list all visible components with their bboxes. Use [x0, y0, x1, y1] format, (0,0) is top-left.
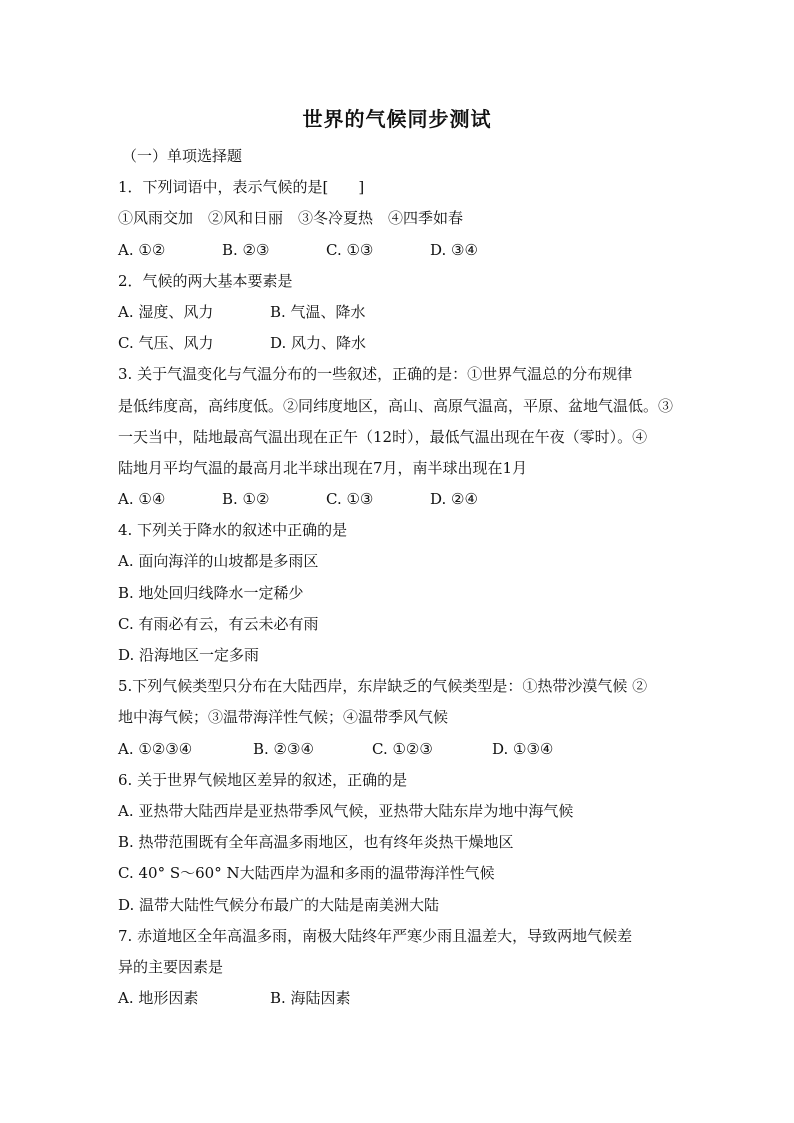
question-3-options	[118, 484, 684, 515]
question-6-option-b: B. 热带范围既有全年高温多雨地区，也有终年炎热干燥地区	[118, 833, 514, 852]
option-d: D. ①③④	[492, 739, 554, 758]
option-d: D. ③④	[430, 240, 478, 259]
document-body	[118, 141, 684, 1014]
question-4-option-a: A. 面向海洋的山坡都是多雨区	[118, 552, 319, 571]
question-4-option-b: B. 地处回归线降水一定稀少	[118, 583, 304, 602]
question-5-stem-line-1: 5.下列气候类型只分布在大陆西岸，东岸缺乏的气候类型是：①热带沙漠气候 ②	[118, 677, 648, 696]
option-c: C. ①③	[326, 240, 374, 259]
option-a: A. 地形因素	[118, 989, 199, 1008]
option-d: D. ②④	[430, 490, 478, 509]
question-3-stem-line-1: 3. 关于气温变化与气温分布的一些叙述，正确的是：①世界气温总的分布规律	[118, 365, 633, 384]
option-b: B. ②③④	[253, 739, 314, 758]
question-5-stem-line-2: 地中海气候；③温带海洋性气候；④温带季风气候	[118, 708, 449, 727]
option-a: A. ①④	[118, 490, 166, 509]
question-6-option-a: A. 亚热带大陆西岸是亚热带季风气候，亚热带大陆东岸为地中海气候	[118, 801, 574, 820]
question-4-option-c: C. 有雨必有云，有云未必有雨	[118, 614, 319, 633]
question-1-options	[118, 235, 684, 266]
question-1-stem: 1．下列词语中，表示气候的是[ ]	[118, 178, 365, 197]
question-3-stem-line-3: 一天当中，陆地最高气温出现在正午（12时），最低气温出现在午夜（零时）。④	[118, 427, 648, 446]
question-3-stem-line-2: 是低纬度高，高纬度低。②同纬度地区，高山、高原气温高，平原、盆地气温低。③	[118, 396, 674, 415]
option-b: B. 气温、降水	[270, 302, 366, 321]
question-7-stem-line-2: 异的主要因素是	[118, 957, 224, 976]
question-2-options-row-2	[118, 328, 684, 359]
question-4-stem: 4. 下列关于降水的叙述中正确的是	[118, 521, 348, 540]
question-3-stem-line-4: 陆地月平均气温的最高月北半球出现在7月，南半球出现在1月	[118, 458, 528, 477]
question-7-options	[118, 983, 684, 1014]
question-1-items: ①风雨交加 ②风和日丽 ③冬冷夏热 ④四季如春	[118, 209, 464, 228]
option-a: A. ①②③④	[118, 739, 193, 758]
question-6-option-c: C. 40° S～60° N大陆西岸为温和多雨的温带海洋性气候	[118, 864, 495, 883]
question-7-stem-line-1: 7. 赤道地区全年高温多雨，南极大陆终年严寒少雨且温差大，导致两地气候差	[118, 926, 633, 945]
option-a: A. 湿度、风力	[118, 302, 214, 321]
question-6-option-d: D. 温带大陆性气候分布最广的大陆是南美洲大陆	[118, 895, 440, 914]
question-2-stem: 2．气候的两大基本要素是	[118, 271, 293, 290]
option-a: A. ①②	[118, 240, 166, 259]
option-b: B. ②③	[222, 240, 270, 259]
section-heading: （一）单项选择题	[122, 147, 243, 165]
question-4-option-d: D. 沿海地区一定多雨	[118, 646, 260, 664]
question-2-options-row-1	[118, 297, 684, 328]
option-c: C. ①②③	[372, 739, 433, 758]
question-5-options	[118, 734, 684, 765]
document-title: 世界的气候同步测试	[302, 107, 492, 131]
option-b: B. 海陆因素	[270, 989, 351, 1008]
option-d: D. 风力、降水	[270, 334, 367, 353]
option-c: C. ①③	[326, 490, 374, 509]
option-b: B. ①②	[222, 490, 270, 509]
question-6-stem: 6. 关于世界气候地区差异的叙述，正确的是	[118, 770, 408, 789]
option-c: C. 气压、风力	[118, 334, 214, 353]
